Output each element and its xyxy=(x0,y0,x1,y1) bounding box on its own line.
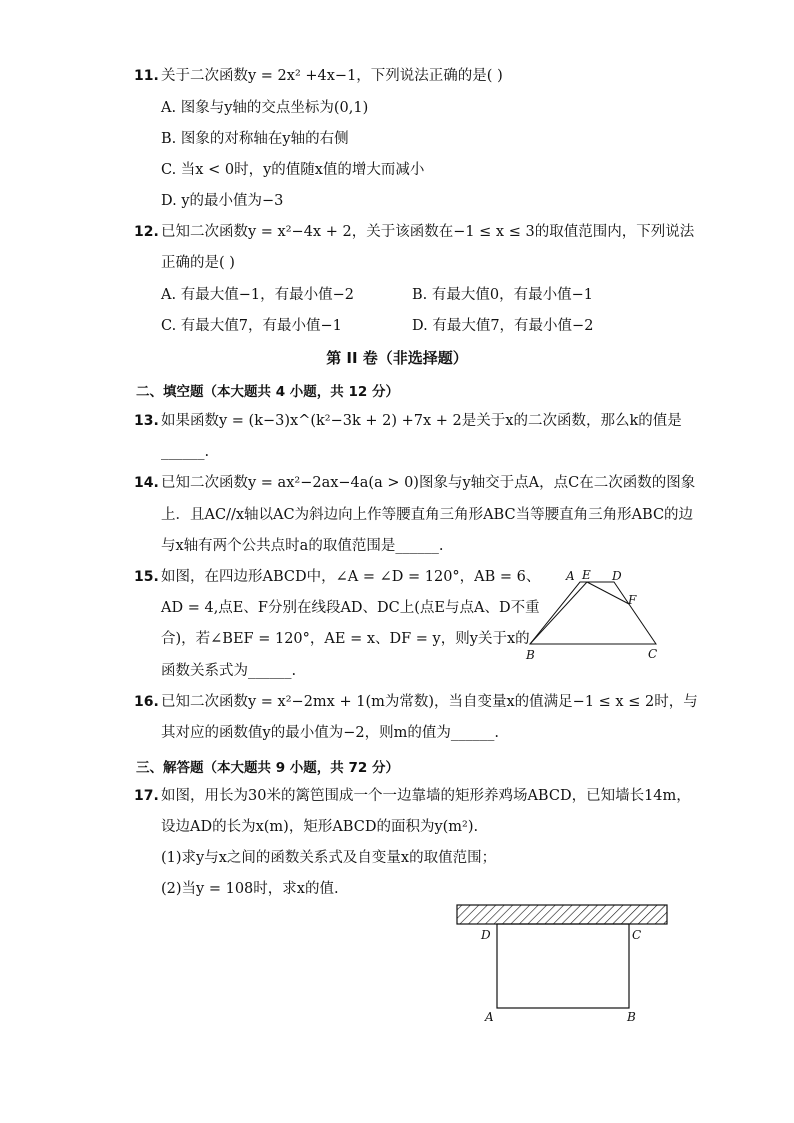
question-stem-continued: 与x轴有两个公共点时a的取值范围是______. xyxy=(161,538,444,554)
question-stem-continued: AD = 4,点E、F分别在线段AD、DC上(点E与点A、D不重 xyxy=(161,600,540,616)
question-number: 17. xyxy=(134,788,159,804)
label-a: A xyxy=(566,569,575,583)
question-17 xyxy=(136,786,691,806)
segment-ef xyxy=(587,582,629,604)
question-number: 11. xyxy=(134,68,159,84)
question-stem: 已知二次函数y = x²−4x + 2，关于该函数在−1 ≤ x ≤ 3的取值范围内，下列说法 xyxy=(161,224,695,240)
answer-blank: ______. xyxy=(161,444,210,460)
option-d: D. 有最大值7，有最小值−2 xyxy=(412,318,594,334)
question-stem-continued: 合)，若∠BEF = 120°，AE = x、DF = y，则y关于x的 xyxy=(161,631,530,647)
option-b: B. 有最大值0，有最小值−1 xyxy=(412,287,593,303)
question-12 xyxy=(136,222,694,242)
question-number: 13. xyxy=(134,413,159,429)
quadrilateral-figure xyxy=(518,566,668,664)
rectangle-wall-figure xyxy=(455,903,670,1025)
option-c: C. 当x < 0时，y的值随x值的增大而减小 xyxy=(161,162,425,178)
option-a: A. 图象与y轴的交点坐标为(0,1) xyxy=(161,100,369,116)
question-stem: 已知二次函数y = ax²−2ax−4a(a > 0)图象与y轴交于点A，点C在二次函数的图象 xyxy=(161,475,696,491)
option-d: D. y的最小值为−3 xyxy=(161,193,284,209)
question-number: 12. xyxy=(134,224,159,240)
section-heading: 三、解答题（本大题共 9 小题，共 72 分） xyxy=(136,760,399,776)
segment-be xyxy=(530,582,587,644)
option-a: A. 有最大值−1，有最小值−2 xyxy=(161,287,354,303)
option-b: B. 图象的对称轴在y轴的右侧 xyxy=(161,131,349,147)
label-d: D xyxy=(612,569,622,583)
question-16 xyxy=(136,692,698,712)
question-stem-continued: 正确的是( ) xyxy=(161,255,235,271)
sub-question-2: (2)当y = 108时，求x的值. xyxy=(161,881,339,897)
section-heading: 二、填空题（本大题共 4 小题，共 12 分） xyxy=(136,384,399,400)
label-b: B xyxy=(526,648,535,662)
question-stem-continued: 其对应的函数值y的最小值为−2，则m的值为______. xyxy=(161,725,499,741)
question-stem-continued: 函数关系式为______. xyxy=(161,663,297,679)
sub-question-1: (1)求y与x之间的函数关系式及自变量x的取值范围； xyxy=(161,850,497,866)
question-stem: 如果函数y = (k−3)x^(k²−3k + 2) +7x + 2是关于x的二次函数，那么k的值是 xyxy=(161,413,682,429)
rectangle-abcd xyxy=(497,924,629,1008)
label-e: E xyxy=(582,568,591,582)
wall-hatched xyxy=(457,905,667,924)
question-stem: 关于二次函数y = 2x² +4x−1，下列说法正确的是( ) xyxy=(161,68,503,84)
part-title: 第 II 卷（非选择题） xyxy=(326,349,468,367)
question-stem-continued: 设边AD的长为x(m)，矩形ABCD的面积为y(m²). xyxy=(161,819,479,835)
label-b: B xyxy=(627,1010,636,1024)
question-stem-continued: 上．且AC//x轴以AC为斜边向上作等腰直角三角形ABC当等腰直角三角形ABC的边 xyxy=(161,507,694,523)
question-stem: 如图，用长为30米的篱笆围成一个一边靠墙的矩形养鸡场ABCD，已知墙长14m， xyxy=(161,788,691,804)
question-15 xyxy=(136,567,540,587)
quadrilateral-abcd xyxy=(530,582,656,644)
label-c: C xyxy=(632,928,642,942)
question-number: 14. xyxy=(134,475,159,491)
option-c: C. 有最大值7，有最小值−1 xyxy=(161,318,342,334)
question-11 xyxy=(136,66,503,86)
label-f: F xyxy=(628,593,637,607)
question-number: 15. xyxy=(134,569,159,585)
question-number: 16. xyxy=(134,694,159,710)
label-d: D xyxy=(481,928,491,942)
label-c: C xyxy=(648,647,658,661)
question-13 xyxy=(136,411,682,431)
question-stem: 如图，在四边形ABCD中，∠A = ∠D = 120°，AB = 6、 xyxy=(161,569,541,585)
question-14 xyxy=(136,473,695,493)
question-stem: 已知二次函数y = x²−2mx + 1(m为常数)，当自变量x的值满足−1 ≤ x ≤ 2时，与 xyxy=(161,694,698,710)
label-a: A xyxy=(485,1010,494,1024)
